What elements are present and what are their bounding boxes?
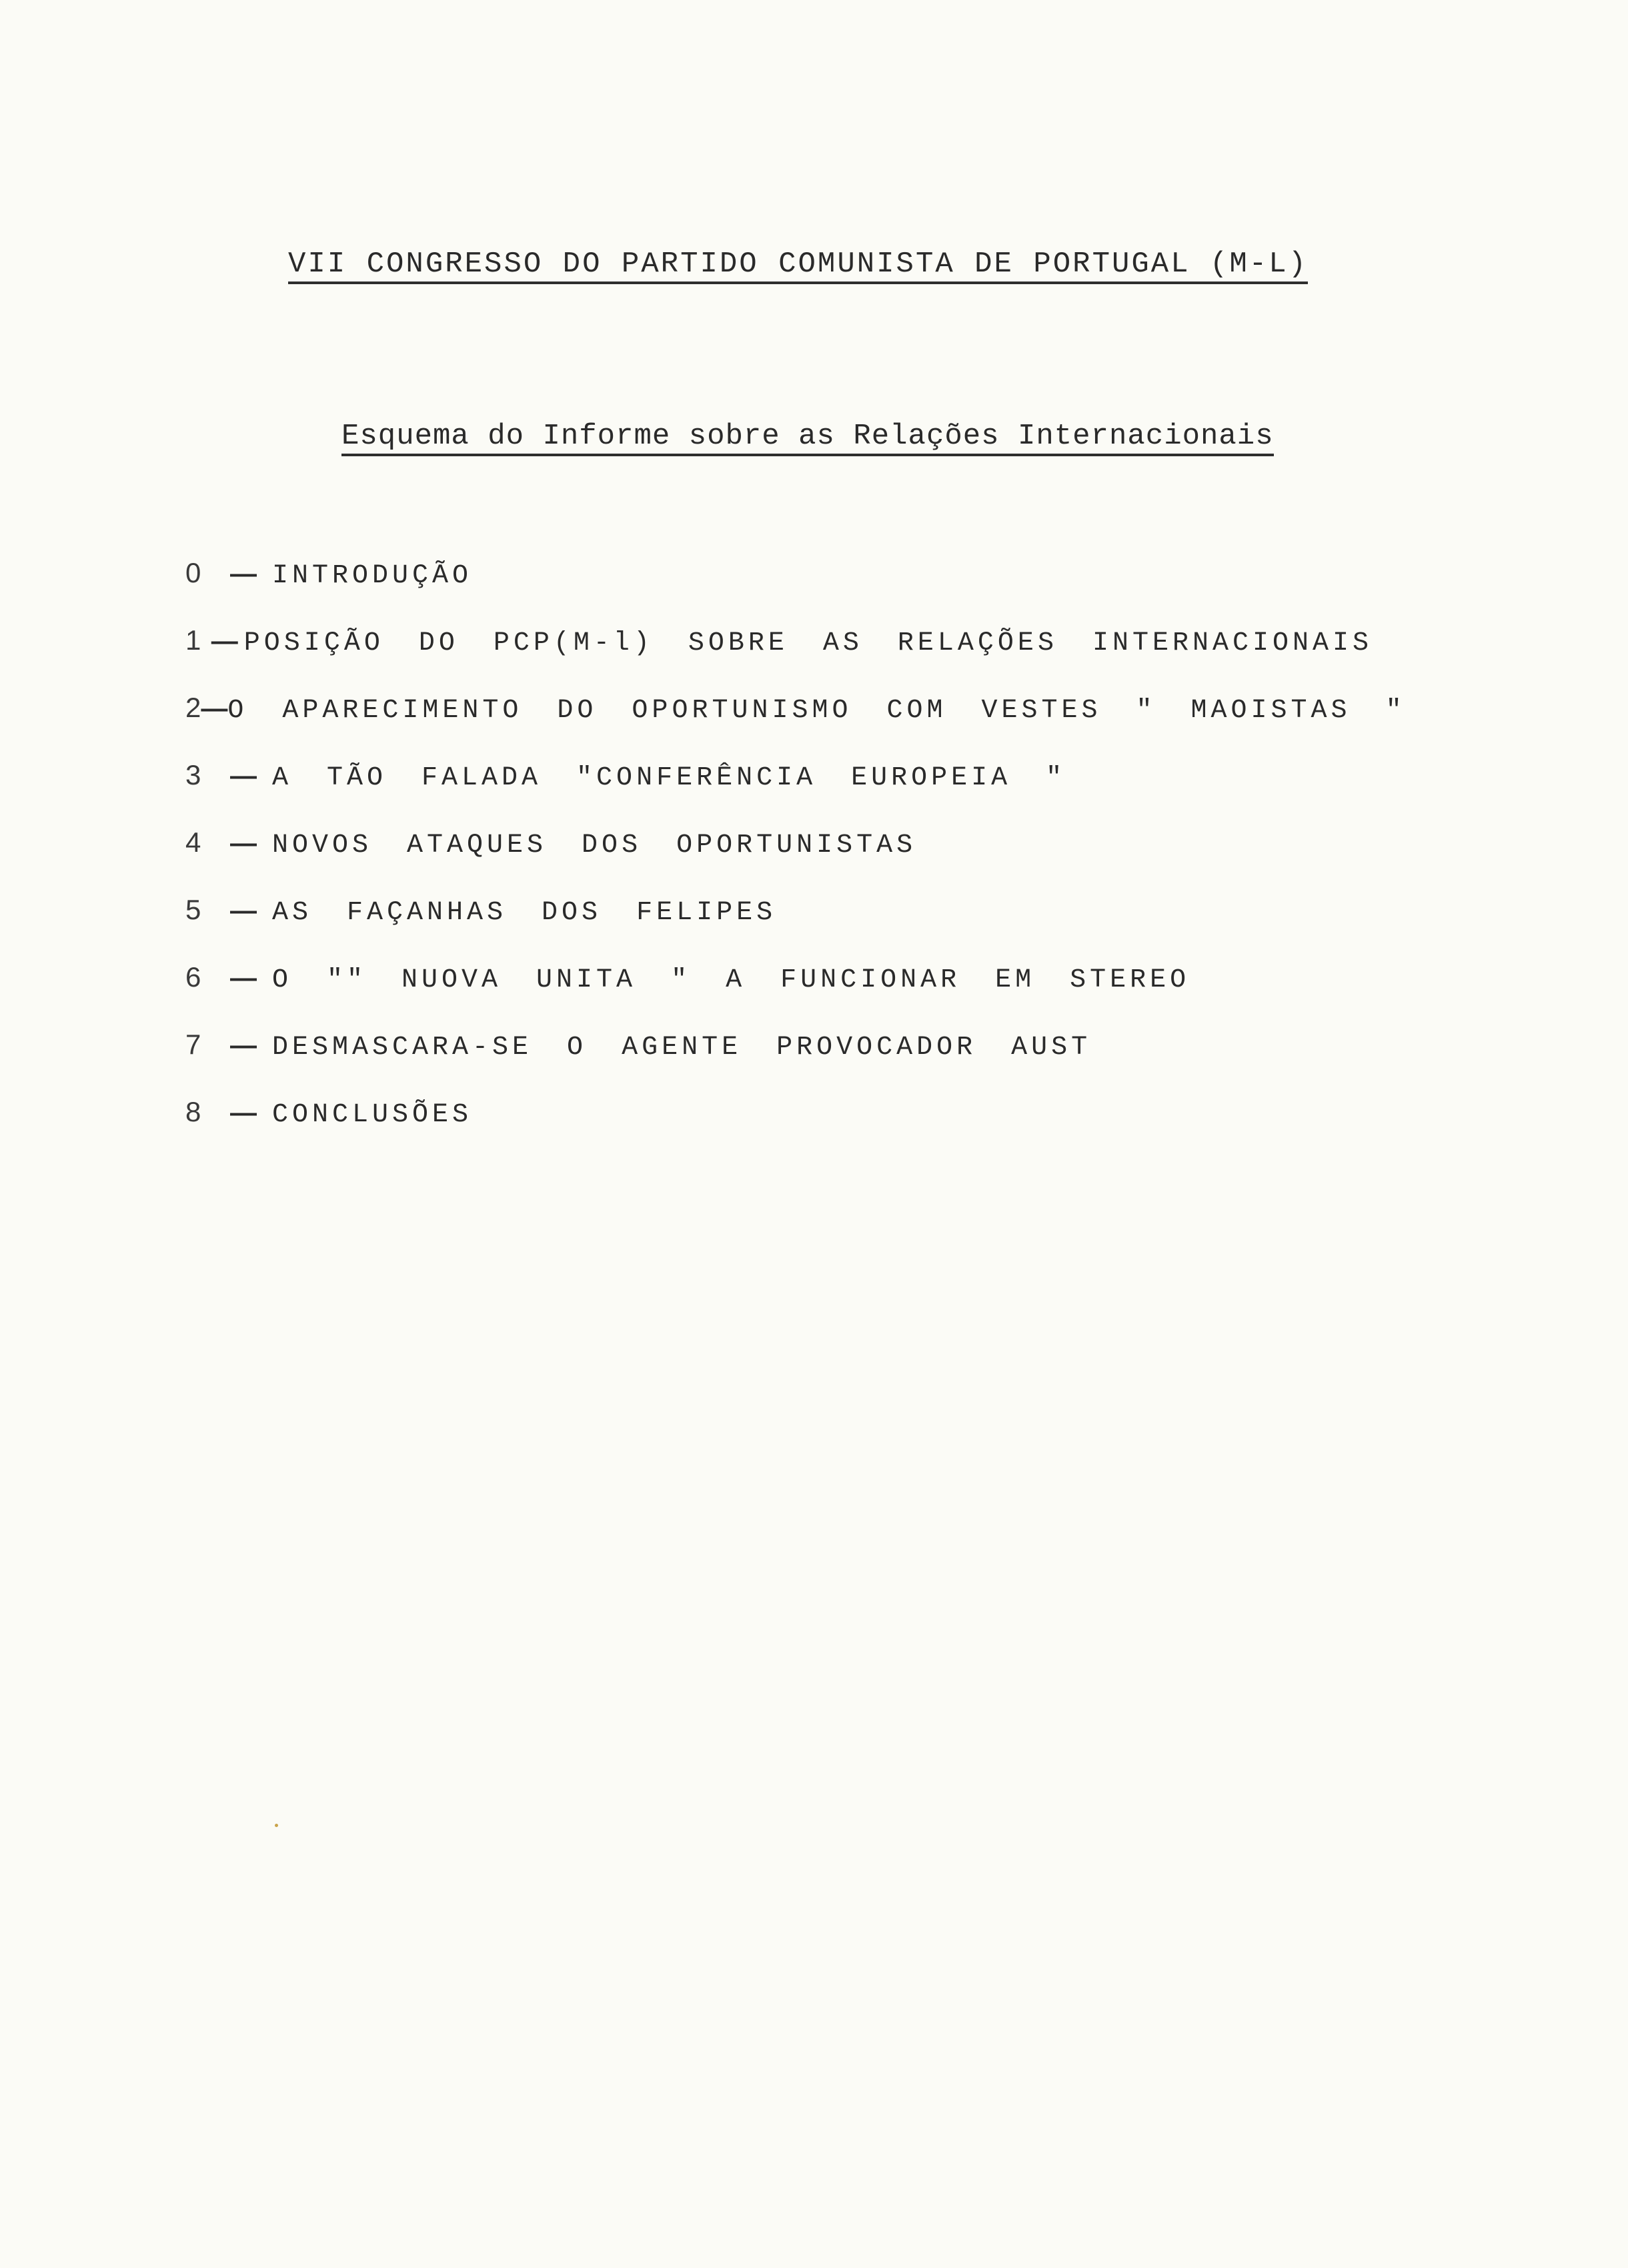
item-text: AS FAÇANHAS DOS FELIPES <box>272 898 777 928</box>
item-number: 3 <box>185 759 201 790</box>
item-number: 1 <box>185 624 201 656</box>
list-item <box>185 1096 1373 1163</box>
item-text: INTRODUÇÃO <box>272 561 473 591</box>
item-dash: — <box>230 1098 257 1127</box>
item-dash: — <box>230 828 257 858</box>
item-number: 0 <box>185 557 201 588</box>
list-item <box>185 1029 1373 1096</box>
item-dash: — <box>230 963 257 993</box>
item-text: NOVOS ATAQUES DOS OPORTUNISTAS <box>272 830 917 861</box>
item-text: DESMASCARA-SE O AGENTE PROVOCADOR AUST <box>272 1033 1092 1063</box>
item-number: 5 <box>185 894 201 925</box>
list-item <box>185 692 1406 759</box>
item-text: O "" NUOVA UNITA " A FUNCIONAR EM STEREO <box>272 965 1190 995</box>
item-dash: — <box>230 559 257 588</box>
list-item <box>185 894 1373 961</box>
item-number: 2 <box>185 692 201 723</box>
item-number: 8 <box>185 1096 201 1127</box>
item-dash: — <box>211 626 238 656</box>
item-number: 7 <box>185 1029 201 1060</box>
item-dash: — <box>230 761 257 790</box>
list-item <box>185 759 1373 826</box>
paper-speck <box>275 1824 278 1827</box>
list-item <box>185 557 1373 624</box>
item-text: POSIÇÃO DO PCP(M-l) SOBRE AS RELAÇÕES INTERNACIONAIS <box>243 628 1373 658</box>
list-item <box>185 624 1373 692</box>
item-dash: — <box>230 896 257 925</box>
item-dash: — <box>201 694 228 723</box>
item-text: O APARECIMENTO DO OPORTUNISMO COM VESTES " MAOISTAS " <box>227 696 1406 726</box>
list-item <box>185 961 1373 1029</box>
item-dash: — <box>230 1031 257 1060</box>
item-text: CONCLUSÕES <box>272 1100 473 1130</box>
document-title: VII CONGRESSO DO PARTIDO COMUNISTA DE PORTUGAL (M-L) <box>288 248 1308 284</box>
document-subtitle: Esquema do Informe sobre as Relações Internacionais <box>341 420 1274 456</box>
item-number: 6 <box>185 961 201 993</box>
item-number: 4 <box>185 826 201 858</box>
item-text: A TÃO FALADA "CONFERÊNCIA EUROPEIA " <box>272 763 1066 793</box>
list-item <box>185 826 1373 894</box>
outline-list <box>185 557 1406 1163</box>
